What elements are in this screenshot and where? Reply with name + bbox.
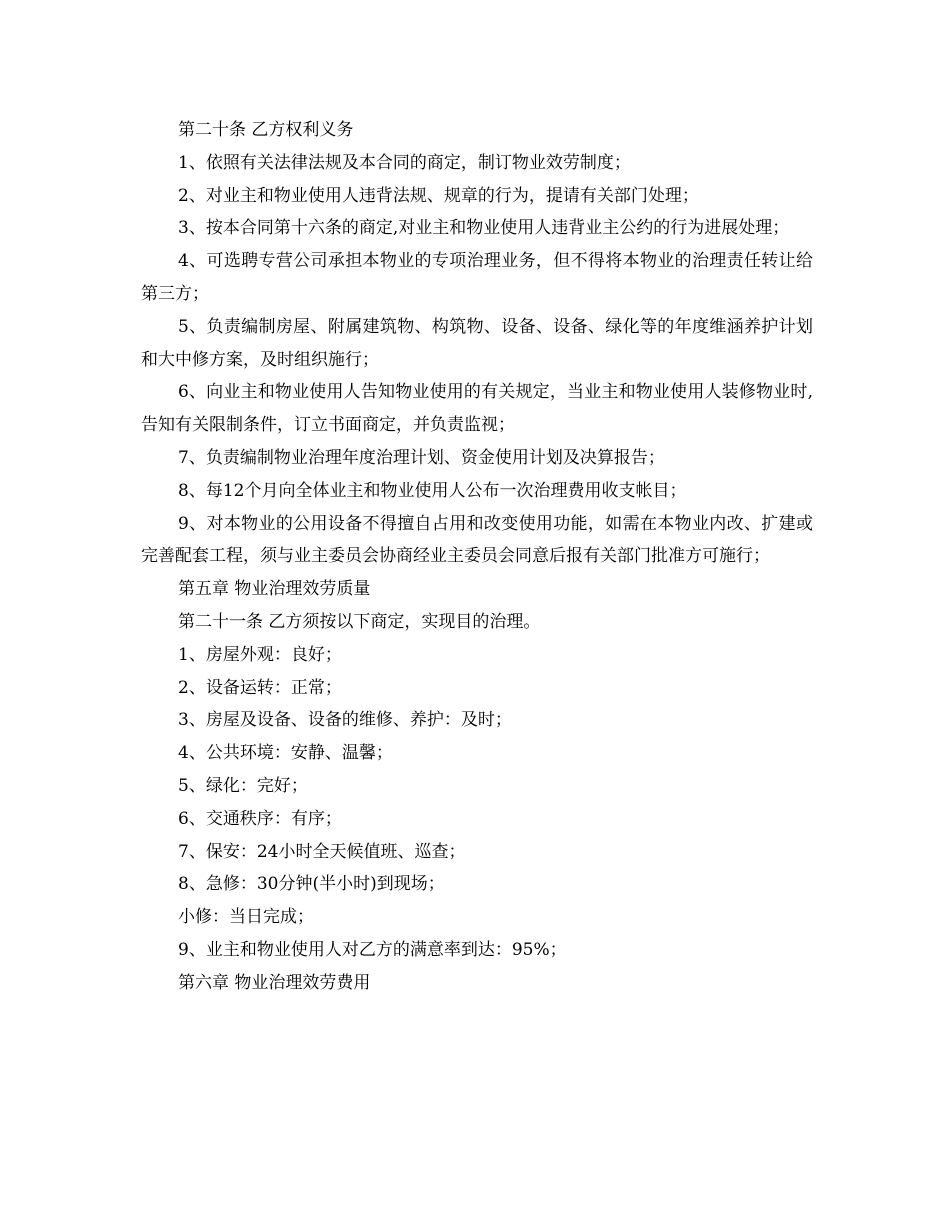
paragraph: 6、向业主和物业使用人告知物业使用的有关规定，当业主和物业使用人装修物业时,告知有关限制条件，订立书面商定，并负责监视；: [141, 382, 813, 436]
chapter-6-heading: 第六章 物业治理效劳费用: [178, 972, 371, 993]
paragraph: 5、负责编制房屋、附属建筑物、构筑物、设备、设备、绿化等的年度维涵养护计划和大中修方案，及时组织施行；: [141, 316, 813, 370]
paragraph: 9、业主和物业使用人对乙方的满意率到达：95%；: [178, 939, 567, 960]
paragraph: 3、按本合同第十六条的商定,对业主和物业使用人违背业主公约的行为进展处理；: [178, 218, 790, 239]
paragraph: 4、可选聘专营公司承担本物业的专项治理业务，但不得将本物业的治理责任转让给第三方；: [141, 251, 813, 304]
paragraph: 8、每12个月向全体业主和物业使用人公布一次治理费用收支帐目；: [178, 480, 687, 501]
paragraph: 8、急修：30分钟(半小时)到现场；: [178, 874, 445, 895]
paragraph: 1、依照有关法律法规及本合同的商定，制订物业效劳制度；: [178, 152, 631, 173]
document-body: [141, 114, 813, 1000]
article-20-heading: 第二十条 乙方权利义务: [178, 120, 354, 140]
paragraph: 9、对本物业的公用设备不得擅自占用和改变使用功能，如需在本物业内改、扩建或完善配套工程，须与业主委员会协商经业主委员会同意后报有关部门批准方可施行；: [141, 513, 813, 567]
paragraph: 7、保安：24小时全天候值班、巡查；: [178, 841, 466, 862]
paragraph: 4、公共环境：安静、温馨；: [178, 743, 393, 764]
paragraph: 5、绿化：完好；: [178, 775, 308, 796]
paragraph: 1、房屋外观：良好；: [178, 644, 342, 665]
paragraph: 小修：当日完成；: [178, 907, 314, 928]
paragraph: 2、对业主和物业使用人违背法规、规章的行为，提请有关部门处理；: [178, 185, 699, 206]
article-21-heading: 第二十一条 乙方须按以下商定，实现目的治理。: [178, 611, 541, 632]
chapter-5-heading: 第五章 物业治理效劳质量: [178, 579, 371, 600]
paragraph: 3、房屋及设备、设备的维修、养护：及时；: [178, 710, 512, 731]
paragraph: 6、交通秩序：有序；: [178, 808, 342, 829]
paragraph: 2、设备运转：正常；: [178, 677, 342, 698]
paragraph: 7、负责编制物业治理年度治理计划、资金使用计划及决算报告；: [178, 447, 665, 468]
